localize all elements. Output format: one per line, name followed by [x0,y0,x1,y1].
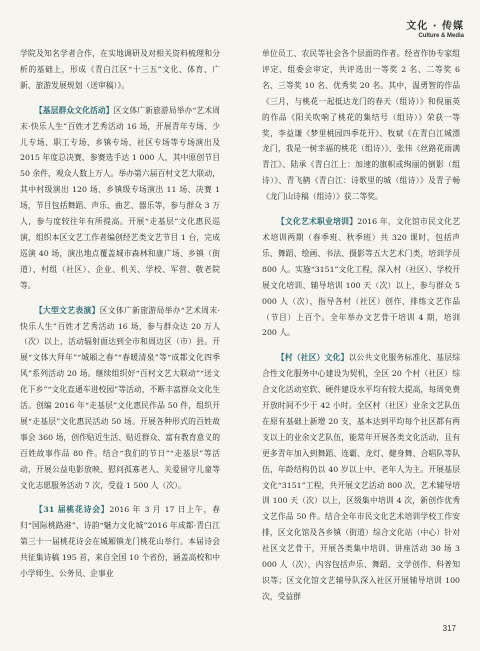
section-heading: 【村（社区）文化】 [276,353,349,363]
paragraph-text: 2016 年 3 月 17 日上午，春归“国际桃路港”、诗韵“魅力文化城”2016 年成都·青白江第三十一届桃花诗会在城厢镇龙门桃花山举行。本届诗会共征集诗稿 195 首，来自全国 10 个省份，涵盖高校和中小学师生、公务员、企事业 [20,505,220,579]
paragraph [262,214,460,341]
paragraph-text: 单位员工、农民等社会各个层面的作者。经省作协专家组评定、组委会审定，共评选出一等奖 2 名、二等奖 6 名、三等奖 10 名、优秀奖 20 名。其中，温勇智的作品《三月，与桃花一起抵达龙门的春天（组诗）》和倪丽英的作品《阳关吹响了桃花的集结号（组诗）》荣获一等奖，李益谦《梦里桃园四季花开》、牧斌《在青白江城漂龙门，我是一树幸福的桃花（组诗）》、张伟《丝路花雨满青江》、陆承《青白江上：加速的旗帜或绚丽的倒影（组诗）》、青飞鹤《青白江：诗歌里的城（组诗）》及青子畅《龙门山诗稿（组诗）》获二等奖。 [262,49,460,202]
paragraph-text: 区文体广新旅游局举办“艺术周末·快乐人生”百姓才艺秀活动 16 场，开展青年专场、少儿专场、职工专场、乡镇专场、社区专场等专场演出及 2015 年度总决赛，参赛选手达 1 000 人，其中原创节目 50 余件，观众人数上万人。举办第六届百村文艺大联动，其中村级演出 120 场、乡镇级专场演出 11 场、决赛 1 场，节目包括舞蹈、声乐、曲艺、器乐等，参与群众 3 万人，参与度较往年有所提高。开展“走基层”文化惠民巡演，组织本区文艺工作者编创经艺类文艺节目 1 台，完成巡演 40 场，演出地点覆盖城市森林和康广场、乡镇（街道）、村组（社区）、企业、机关、学校、军营、敬老院等。 [20,105,220,290]
right-column [262,46,460,614]
section-heading: 【大型文艺表演】 [34,305,100,315]
paragraph-text: 2016 年，文化馆市民文化艺术培训两期（春季班、秋季班）共 320 课时，包括声乐、舞蹈、绘画、书法、摄影等五大艺术门类，培训学员 800 人。实施“3151”文化工程，深入村（社区）、学校开展文化培训、辅导培训 100 天（次）以上，参与群众 5 000 人（次），指导各村（社区）创作、排练文艺作品（节目）上百个。全年举办文艺骨干培训 4 期，培训 200 人。 [262,217,460,338]
section-heading: 【基层群众文化活动】 [34,105,114,115]
section-title: 文化 · 传媒 [406,21,464,32]
section-heading: 【文化艺术职业培训】 [276,217,358,227]
page-header [406,17,464,39]
paragraph-text: 区文体广新旅游局举办“艺术周末·快乐人生”百姓才艺秀活动 16 场，参与群众达 20 万人（次）以上，活动辐射面达到全市和周边区（市）县。开展“文体大拜年”“城厢之春”“春暖清泉”等“成都文化四季风”系列活动 20 场。继续组织好“百村文艺大联动”“送文化下乡”“文化直通车进校园”等活动，不断丰富群众文化生活。创编 2016 年“走基层”文化惠民作品 50 件，组织开展“走基层”文化惠民活动 50 场。开展各种形式的百姓故事会 360 场，创作贴近生活、贴近群众、富有教育意义的百姓故事作品 80 件。结合“我们的节日”“走基层”等活动，开展公益电影放映、慰问孤寡老人、关爱留守儿童等文化志愿服务活动 7 次，受益 1 500 人（次）。 [20,305,220,490]
page-number: 317 [442,624,456,633]
paragraph-text: 以公共文化服务标准化、基层综合性文化服务中心建设为契机，全区 20 个村（社区）综合文化活动室软、硬件建设水平均有较大提高，每周免费开放时间不少于 42 小时。全区村（社区）业余文艺队伍在原有基础上新增 20 支，基本达到平均每个社区都有两支以上的业余文艺队伍，能常年开展各类文化活动，且有更多青年加入到舞蹈、连霸、龙灯、健身舞、合唱队等队伍，年龄结构仍以 40 岁以上中、老年人为主。开展基层文化“3151”工程，共开展文艺活动 800 次，艺术辅导培训 100 天（次）以上，区级集中培训 4 次，新创作优秀文艺作品 50 件。结合全年市民文化艺术培训学校工作安排，区文化馆及各乡镇（街道）综合文化站（中心）针对社区文艺骨干，开展各类集中培训、讲座活动 30 场 3 000 人（次），内容包括声乐、舞蹈、文学创作、科普知识等；区文化馆文艺辅导队深入社区开展辅导培训 100 次，受益群 [262,353,460,601]
paragraph [262,46,460,205]
paragraph [262,350,460,605]
paragraph [20,46,220,94]
paragraph [20,502,220,582]
paragraph [20,303,220,494]
section-heading: 【31 届桃花诗会】 [34,505,110,515]
section-subtitle: Culture & Media [418,33,464,39]
paragraph-text: 学院及知名学者合作，在实地调研及对相关资料梳理和分析的基础上，形成《青白江区“十三五”文化、体育、广新、旅游发展规划（送审稿）》。 [20,49,220,90]
paragraph [20,103,220,294]
left-column [20,46,220,591]
